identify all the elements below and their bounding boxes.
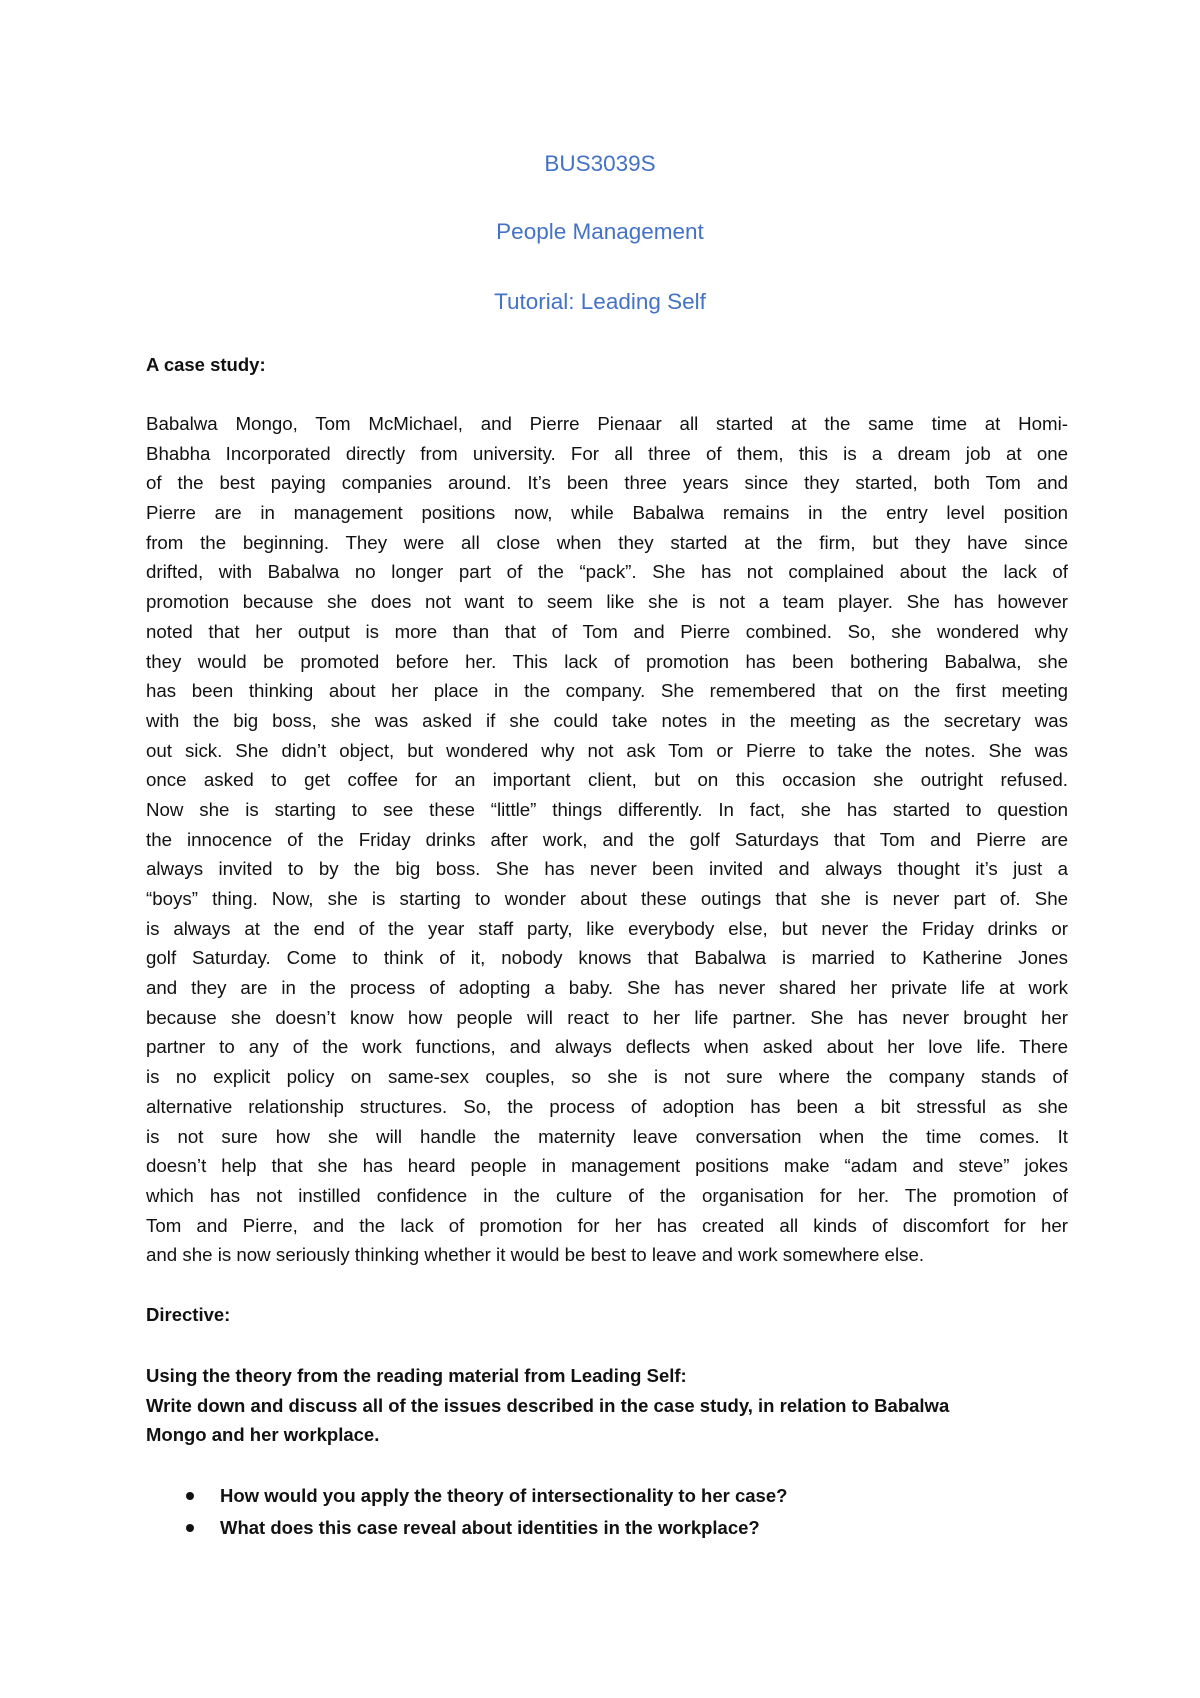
case-study-line: and she is now seriously thinking whether it would be best to leave and work somewhere else. xyxy=(146,1244,925,1266)
case-study-line: they would be promoted before her. This lack of promotion has been bothering Babalwa, she xyxy=(146,650,1068,672)
case-study-line: is no explicit policy on same-sex couples, so she is not sure where the company stands of xyxy=(146,1066,1068,1088)
course-code-heading: BUS3039S xyxy=(544,151,656,176)
case-study-line: drifted, with Babalwa no longer part of the “pack”. She has not complained about the lack of xyxy=(146,561,1068,583)
case-study-line: out sick. She didn’t object, but wondered why not ask Tom or Pierre to take the notes. She was xyxy=(146,739,1068,761)
case-study-line: from the beginning. They were all close when they started at the firm, but they have since xyxy=(146,531,1068,553)
directive-label: Directive: xyxy=(146,1304,231,1325)
case-study-line: of the best paying companies around. It’s been three years since they started, both Tom and xyxy=(146,472,1068,494)
question-list xyxy=(146,1480,1068,1543)
case-study-line: Babalwa Mongo, Tom McMichael, and Pierre Pienaar all started at the same time at Homi- xyxy=(146,413,1068,434)
case-study-line: “boys” thing. Now, she is starting to wonder about these outings that she is never part of. She xyxy=(146,888,1068,909)
case-study-line: is always at the end of the year staff party, like everybody else, but never the Friday drinks or xyxy=(146,917,1068,939)
directive-instructions xyxy=(146,1361,1068,1450)
case-study-line: always invited to by the big boss. She has never been invited and always thought it’s just a xyxy=(146,858,1068,880)
case-study-line: and they are in the process of adopting a baby. She has never shared her private life at work xyxy=(146,977,1068,999)
case-study-line: Tom and Pierre, and the lack of promotion for her has created all kinds of discomfort for her xyxy=(146,1214,1068,1236)
directive-line: Using the theory from the reading material from Leading Self: xyxy=(146,1365,687,1386)
case-study-paragraph xyxy=(146,409,1068,1270)
course-name-heading: People Management xyxy=(496,219,704,244)
case-study-line: golf Saturday. Come to think of it, nobody knows that Babalwa is married to Katherine Jones xyxy=(146,947,1068,969)
case-study-line: the innocence of the Friday drinks after work, and the golf Saturdays that Tom and Pierre are xyxy=(146,828,1068,850)
case-study-line: noted that her output is more than that of Tom and Pierre combined. So, she wondered why xyxy=(146,620,1068,642)
question-item xyxy=(146,1512,1068,1544)
bullet-icon xyxy=(186,1492,194,1500)
case-study-line: partner to any of the work functions, and always deflects when asked about her love life. There xyxy=(146,1036,1068,1058)
case-study-line: once asked to get coffee for an important client, but on this occasion she outright refused. xyxy=(146,769,1068,791)
question-text: What does this case reveal about identities in the workplace? xyxy=(220,1516,760,1538)
case-study-line: alternative relationship structures. So, the process of adoption has been a bit stressful as she xyxy=(146,1095,1068,1117)
case-study-line: Pierre are in management positions now, while Babalwa remains in the entry level position xyxy=(146,502,1068,524)
question-item xyxy=(146,1480,1068,1512)
case-study-line: with the big boss, she was asked if she could take notes in the meeting as the secretary was xyxy=(146,709,1068,731)
case-study-line: doesn’t help that she has heard people in management positions make “adam and steve” jokes xyxy=(146,1155,1068,1177)
case-study-line: Bhabha Incorporated directly from university. For all three of them, this is a dream job at one xyxy=(146,442,1068,464)
case-study-line: which has not instilled confidence in the culture of the organisation for her. The promotion of xyxy=(146,1184,1068,1206)
case-study-line: because she doesn’t know how people will react to her life partner. She has never brought her xyxy=(146,1006,1068,1028)
case-study-line: has been thinking about her place in the company. She remembered that on the first meeting xyxy=(146,680,1068,702)
bullet-icon xyxy=(186,1524,194,1532)
case-study-line: promotion because she does not want to seem like she is not a team player. She has however xyxy=(146,591,1068,613)
case-study-label: A case study: xyxy=(146,354,266,375)
question-text: How would you apply the theory of intersectionality to her case? xyxy=(220,1485,788,1506)
directive-line: Mongo and her workplace. xyxy=(146,1424,380,1446)
directive-line: Write down and discuss all of the issues described in the case study, in relation to Babalwa xyxy=(146,1394,950,1416)
case-study-line: Now she is starting to see these “little” things differently. In fact, she has started to question xyxy=(146,798,1068,820)
tutorial-title-heading: Tutorial: Leading Self xyxy=(494,289,706,314)
case-study-line: is not sure how she will handle the maternity leave conversation when the time comes. It xyxy=(146,1125,1068,1147)
